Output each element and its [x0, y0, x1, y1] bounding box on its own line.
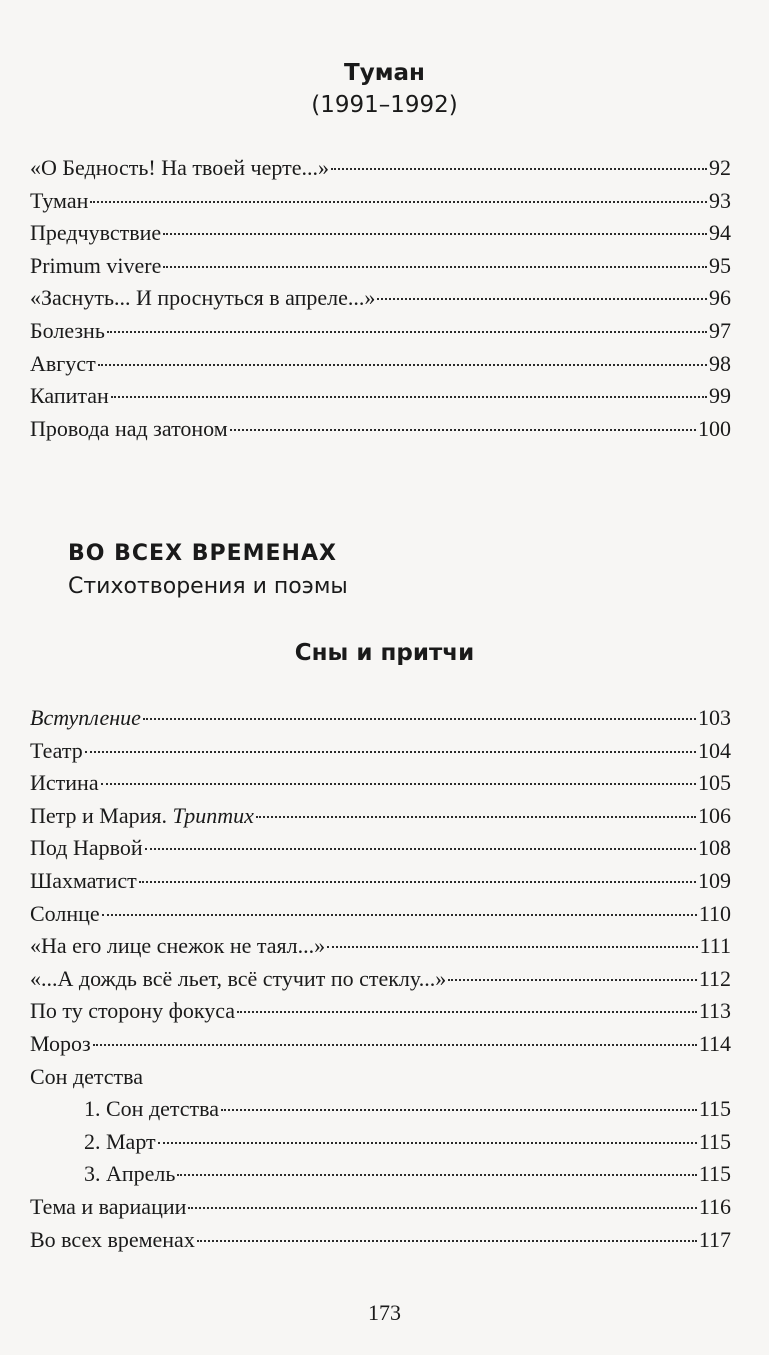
toc-entry-title: 2. Март: [84, 1128, 156, 1154]
dot-leader: [101, 783, 696, 785]
toc-entry-page: 113: [698, 998, 731, 1024]
dot-leader: [98, 364, 707, 366]
toc-entry-title: Предчувствие: [30, 220, 162, 246]
toc-list-tuman: [30, 152, 731, 445]
part-subtitle: Стихотворения и поэмы: [68, 574, 348, 599]
toc-entry[interactable]: [30, 1028, 731, 1061]
toc-entry[interactable]: [30, 282, 731, 315]
dot-leader: [188, 1207, 696, 1209]
dot-leader: [145, 848, 696, 850]
toc-entry[interactable]: [30, 767, 731, 800]
section-title-sny: Сны и притчи: [294, 640, 475, 666]
toc-entry[interactable]: [30, 152, 731, 185]
toc-entry-title: 1. Сон детства: [84, 1096, 220, 1122]
toc-entry-page: 93: [709, 187, 731, 213]
toc-entry-page: 115: [698, 1128, 731, 1154]
toc-entry[interactable]: [30, 250, 731, 283]
toc-entry-page: 110: [698, 900, 731, 926]
toc-entry[interactable]: [30, 930, 731, 963]
toc-entry-title: Провода над затоном: [30, 415, 228, 441]
toc-entry-page: 95: [709, 252, 731, 278]
dot-leader: [237, 1011, 697, 1013]
toc-entry-page: 96: [709, 285, 731, 311]
dot-leader: [377, 298, 707, 300]
toc-entry-page: 117: [698, 1226, 731, 1252]
section-years: (1991–1992): [311, 92, 458, 118]
toc-entry-title: Капитан: [30, 383, 109, 409]
toc-entry-page: 114: [698, 1030, 731, 1056]
toc-entry-indented[interactable]: [30, 1158, 731, 1191]
toc-entry-page: 112: [698, 965, 731, 991]
dot-leader: [158, 1142, 697, 1144]
toc-entry[interactable]: [30, 832, 731, 865]
dot-leader: [107, 331, 707, 333]
toc-entry-page: 92: [709, 155, 731, 180]
toc-entry-title: «О Бедность! На твоей черте...»: [30, 155, 329, 180]
dot-leader: [111, 396, 707, 398]
toc-entry[interactable]: [30, 380, 731, 413]
toc-entry-indented[interactable]: [30, 1126, 731, 1159]
dot-leader: [102, 914, 697, 916]
toc-entry[interactable]: [30, 413, 731, 446]
toc-entry[interactable]: [30, 1224, 731, 1257]
toc-entry-title: Сон детства: [30, 1063, 144, 1089]
toc-entry[interactable]: [30, 735, 731, 768]
toc-entry-title: [30, 800, 254, 833]
toc-entry-page: 94: [709, 220, 731, 246]
toc-entry-page: 111: [699, 933, 731, 959]
toc-entry-title: Primum vivere: [30, 252, 162, 278]
dot-leader: [93, 1044, 697, 1046]
toc-entry-page: 109: [698, 867, 731, 893]
toc-entry-title: 3. Апрель: [84, 1161, 176, 1187]
toc-entry-title: Под Нарвой: [30, 835, 143, 861]
toc-entry-title-italic: Триптих: [172, 802, 254, 828]
toc-entry-page: 115: [698, 1161, 731, 1187]
toc-entry[interactable]: [30, 898, 731, 931]
toc-entry-title: По ту сторону фокуса: [30, 998, 236, 1024]
toc-entry-page: 116: [698, 1193, 731, 1219]
toc-entry[interactable]: [30, 995, 731, 1028]
toc-entry-page: 103: [698, 705, 731, 730]
dot-leader: [163, 233, 707, 235]
dot-leader: [90, 201, 707, 203]
toc-entry-page: 105: [698, 770, 731, 796]
toc-entry-page: 108: [698, 835, 731, 861]
dot-leader: [143, 718, 696, 720]
toc-entry-title: Болезнь: [30, 317, 105, 343]
toc-entry-page: 115: [698, 1096, 731, 1122]
toc-entry-title-main: Петр и Мария.: [30, 802, 168, 828]
toc-entry[interactable]: [30, 963, 731, 996]
dot-leader: [177, 1174, 696, 1176]
dot-leader: [448, 979, 697, 981]
dot-leader: [331, 168, 707, 170]
toc-entry[interactable]: [30, 217, 731, 250]
toc-entry-title-italic: Вступление: [30, 705, 141, 730]
dot-leader: [163, 266, 707, 268]
toc-entry-title: Мороз: [30, 1030, 91, 1056]
toc-entry-title: Солнце: [30, 900, 100, 926]
part-title: ВО ВСЕХ ВРЕМЕНАХ: [68, 541, 337, 566]
toc-entry[interactable]: [30, 1191, 731, 1224]
toc-entry-title: Истина: [30, 770, 99, 796]
toc-entry-title: [30, 702, 141, 735]
page-number: 173: [368, 1300, 401, 1325]
toc-entry-page: 99: [709, 383, 731, 409]
toc-entry[interactable]: [30, 185, 731, 218]
toc-entry[interactable]: [30, 315, 731, 348]
dot-leader: [256, 816, 696, 818]
dot-leader: [85, 751, 696, 753]
dot-leader: [327, 946, 698, 948]
toc-list-sny: [30, 702, 731, 1256]
toc-entry-title: Туман: [30, 187, 89, 213]
toc-entry-title: Август: [30, 350, 96, 376]
toc-entry-title: Во всех временах: [30, 1226, 195, 1252]
toc-entry[interactable]: [30, 702, 731, 735]
toc-subheading[interactable]: [30, 1061, 731, 1094]
dot-leader: [230, 429, 696, 431]
toc-entry-title: «Заснуть... И проснуться в апреле...»: [30, 285, 376, 311]
section-title-tuman: Туман: [344, 60, 425, 86]
toc-entry-title: Театр: [30, 737, 83, 763]
toc-entry-title: Шахматист: [30, 867, 137, 893]
toc-entry-page: 98: [709, 350, 731, 376]
toc-entry-page: 106: [698, 802, 731, 828]
dot-leader: [139, 881, 696, 883]
toc-entry[interactable]: [30, 800, 731, 833]
toc-entry[interactable]: [30, 865, 731, 898]
toc-entry-page: 100: [698, 415, 731, 441]
toc-entry[interactable]: [30, 348, 731, 381]
dot-leader: [221, 1109, 697, 1111]
toc-entry-page: 97: [709, 317, 731, 343]
toc-entry-page: 104: [698, 737, 731, 763]
toc-entry-title: «На его лице снежок не таял...»: [30, 933, 326, 959]
toc-entry-title: «...А дождь всё льет, всё стучит по стеклу...»: [30, 965, 447, 991]
toc-entry-indented[interactable]: [30, 1093, 731, 1126]
toc-entry-title: Тема и вариации: [30, 1193, 187, 1219]
dot-leader: [197, 1240, 697, 1242]
